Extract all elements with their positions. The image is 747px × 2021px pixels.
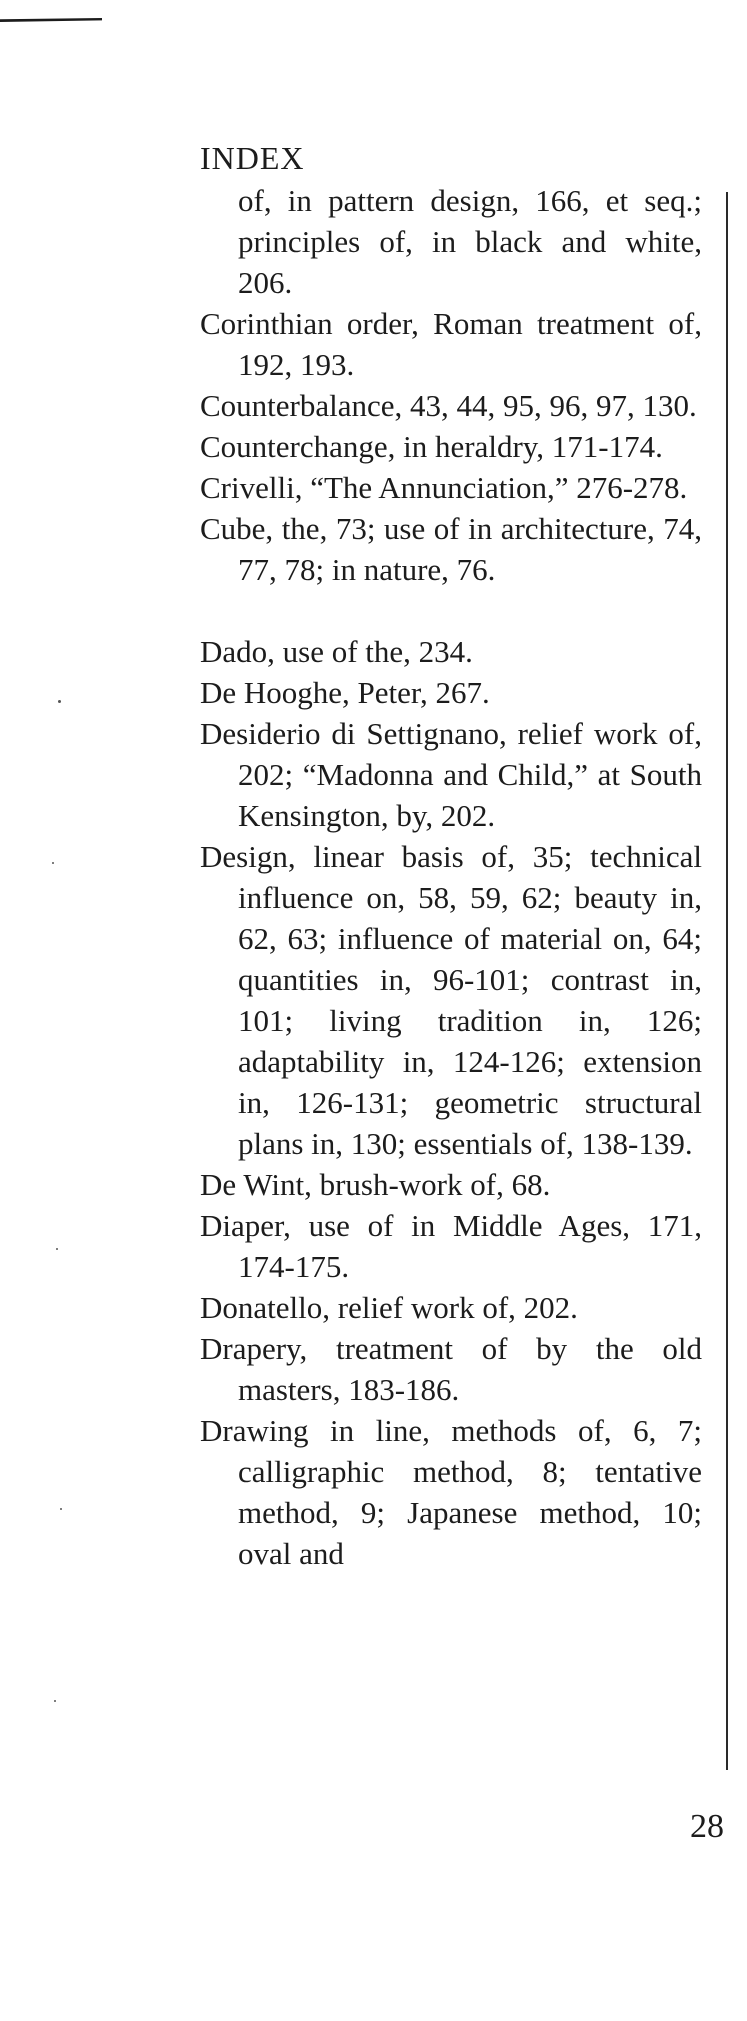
index-entry [200,836,702,1164]
index-entry-text: Crivelli, “The Annunciation,” 276-278. [200,470,688,505]
paper-speck [60,1508,62,1510]
index-entry [200,180,702,303]
index-entry [200,1410,702,1574]
index-entry [200,672,702,713]
index-entry-text: Counterbalance, 43, 44, 95, 96, 97, 130. [200,388,697,423]
index-entry [200,1287,702,1328]
index-entry [200,1328,702,1410]
index-entry-text: Cube, the, 73; use of in architecture, 74, 77, 78; in nature, 76. [200,511,702,587]
index-entry-text: of, in pattern design, 166, et seq.; principles of, in black and white, 206. [238,183,702,300]
index-entry-text: Drapery, treatment of by the old masters, 183-186. [200,1331,702,1407]
index-entry [200,508,702,590]
paper-speck [52,862,54,864]
page-number: 28 [690,1808,724,1845]
running-head: INDEX [200,140,305,176]
index-entry-text: Desiderio di Settignano, relief work of, 202; “Madonna and Child,” at South Kensington, by, 202. [200,716,702,833]
paper-speck [58,700,61,703]
index-entries [200,180,702,1574]
index-entry-text: De Wint, brush-work of, 68. [200,1167,551,1202]
index-entry [200,385,702,426]
index-entry-text: Counterchange, in heraldry, 171-174. [200,429,663,464]
index-entry [200,467,702,508]
index-entry [200,303,702,385]
corner-rule [0,18,102,22]
index-entry-text: De Hooghe, Peter, 267. [200,675,490,710]
index-entry [200,426,702,467]
margin-line [726,192,728,1770]
index-entry [200,713,702,836]
index-entry-text: Corinthian order, Roman treatment of, 192, 193. [200,306,702,382]
index-entry-text: Diaper, use of in Middle Ages, 171, 174-175. [200,1208,702,1284]
index-entry [200,1205,702,1287]
index-entry-text: Donatello, relief work of, 202. [200,1290,578,1325]
index-entry [200,1164,702,1205]
paper-speck [54,1700,56,1702]
index-entry-text: Drawing in line, methods of, 6, 7; calligraphic method, 8; tentative method, 9; Japanese method, 10; oval and [200,1413,702,1571]
paper-speck [56,1248,58,1250]
index-entry-text: Dado, use of the, 234. [200,634,473,669]
index-entry [200,631,702,672]
index-entry-text: Design, linear basis of, 35; technical influence on, 58, 59, 62; beauty in, 62, 63; influence of material on, 64; quantities in, 96-101; contrast in, 101; living tradition in, 126; adaptability in, 124-126; extension in, 126-131; geometric structural plans in, 130; essentials of, 138-139. [200,839,702,1161]
